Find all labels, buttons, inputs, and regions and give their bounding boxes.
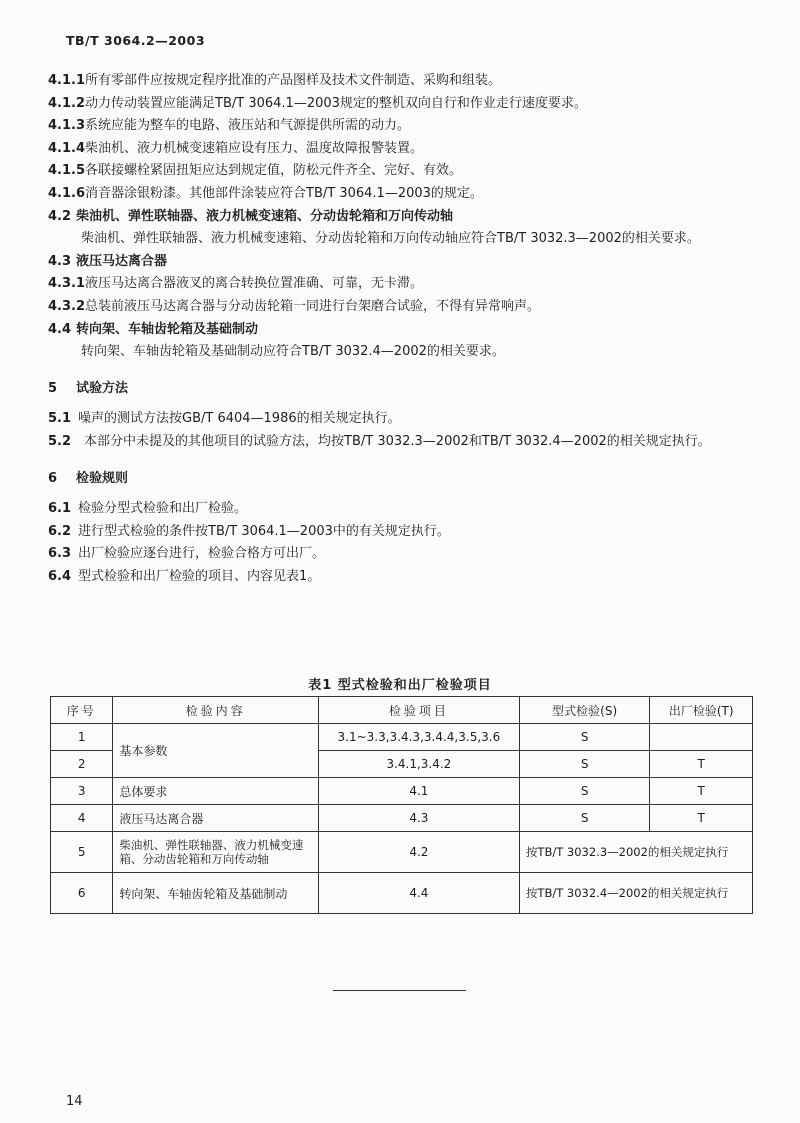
cell-type-test: S [519,724,649,751]
clause-number: 6.3 [48,546,72,562]
clause-number: 6.1 [48,501,72,517]
clause-4-1-3 [48,115,754,138]
col-header-exw-test: 出厂检验(T) [650,697,753,724]
section-4-4-heading [48,319,754,342]
cell-item: 液压马达离合器 [113,805,318,832]
clause-6-2 [48,521,754,544]
table-row [51,873,753,914]
table-row [51,724,753,751]
cell-seq: 2 [51,751,113,778]
cell-item: 基本参数 [113,724,318,778]
clause-4-1-4 [48,138,754,161]
cell-exw-test: T [650,805,753,832]
section-title: 液压马达离合器 [76,253,168,269]
clause-number: 5.1 [48,411,72,427]
cell-clause: 4.4 [318,873,519,914]
clause-text: 进行型式检验的条件按TB/T 3064.1—2003中的有关规定执行。 [78,523,450,539]
clause-text: 噪声的测试方法按GB/T 6404—1986的相关规定执行。 [78,411,401,427]
clause-text: 本部分中未提及的其他项目的试验方法，均按TB/T 3032.3—2002和TB/T 3032.4—2002的相关规定执行。 [84,433,711,449]
cell-item: 柴油机、弹性联轴器、液力机械变速箱、分动齿轮箱和万向传动轴 [113,832,318,873]
section-title: 柴油机、弹性联轴器、液力机械变速箱、分动齿轮箱和万向传动轴 [76,208,454,224]
clause-number: 4.1.5 [48,163,86,179]
section-4-2-body: 柴油机、弹性联轴器、液力机械变速箱、分动齿轮箱和万向传动轴应符合TB/T 3032.3—2002的相关要求。 [81,231,700,247]
clause-text: 消音器涂银粉漆。其他部件涂装应符合TB/T 3064.1—2003的规定。 [85,185,483,201]
clause-number: 5.2 [48,433,72,449]
table-row [51,832,753,873]
page-number: 14 [66,1094,83,1109]
clause-text: 液压马达离合器液叉的离合转换位置准确、可靠，无卡滞。 [85,276,424,292]
clause-number: 6.4 [48,568,72,584]
clause-text: 总装前液压马达离合器与分动齿轮箱一同进行台架磨合试验，不得有异常响声。 [85,298,541,314]
section-number: 4.3 [48,253,72,269]
cell-seq: 4 [51,805,113,832]
section-number: 4.4 [48,321,72,337]
cell-type-test: S [519,778,649,805]
clause-text: 出厂检验应逐台进行，检验合格方可出厂。 [78,546,326,562]
cell-clause: 3.1~3.3,3.4.3,3.4.4,3.5,3.6 [318,724,519,751]
section-title: 检验规则 [76,470,129,486]
col-header-clause: 检验项目 [318,697,519,724]
clause-text: 型式检验和出厂检验的项目、内容见表1。 [78,568,321,584]
clause-number: 4.1.3 [48,118,86,134]
cell-type-test: 按TB/T 3032.3—2002的相关规定执行 [519,832,752,873]
section-6-heading [48,468,754,491]
section-number: 4.2 [48,208,72,224]
clause-4-1-2 [48,93,754,116]
clause-4-1-1 [48,70,754,93]
clause-number: 6.2 [48,523,72,539]
cell-clause: 4.3 [318,805,519,832]
section-4-4-body: 转向架、车轴齿轮箱及基础制动应符合TB/T 3032.4—2002的相关要求。 [81,344,505,360]
cell-item: 转向架、车轴齿轮箱及基础制动 [113,873,318,914]
cell-seq: 1 [51,724,113,751]
table-row [51,805,753,832]
section-5-heading [48,378,754,401]
clause-text: 所有零部件应按规定程序批准的产品图样及技术文件制造、采购和组装。 [85,73,502,88]
section-number: 6 [48,470,58,486]
section-number: 5 [48,380,58,396]
section-title: 试验方法 [76,380,129,396]
clause-number: 4.1.4 [48,140,86,156]
col-header-type-test: 型式检验(S) [519,697,649,724]
cell-type-test: S [519,751,649,778]
cell-clause: 4.1 [318,778,519,805]
cell-exw-test: T [650,751,753,778]
section-4-3-heading [48,251,754,274]
cell-seq: 6 [51,873,113,914]
clause-text: 柴油机、液力机械变速箱应设有压力、温度故障报警装置。 [85,140,424,156]
clause-6-4 [48,566,754,589]
cell-type-test: 按TB/T 3032.4—2002的相关规定执行 [519,873,752,914]
col-header-content: 检验内容 [113,697,318,724]
col-header-seq: 序号 [51,697,113,724]
clause-4-3-2 [48,296,754,319]
section-title: 转向架、车轴齿轮箱及基础制动 [76,321,259,337]
clause-5-2 [48,431,754,454]
clause-number: 4.1.1 [48,73,86,88]
cell-clause: 4.2 [318,832,519,873]
table-caption: 表1 型式检验和出厂检验项目 [308,678,492,693]
cell-clause: 3.4.1,3.4.2 [318,751,519,778]
section-4-2-heading [48,206,754,229]
clause-text: 检验分型式检验和出厂检验。 [78,501,248,517]
running-header: TB/T 3064.2—2003 [66,33,206,48]
body-text [48,70,754,588]
cell-exw-test: T [650,778,753,805]
clause-text: 动力传动装置应能满足TB/T 3064.1—2003规定的整机双向自行和作业走行速度要求。 [85,95,587,111]
cell-seq: 5 [51,832,113,873]
clause-number: 4.1.6 [48,185,86,201]
end-rule [333,990,466,991]
clause-text: 各联接螺栓紧固扭矩应达到规定值，防松元件齐全、完好、有效。 [85,163,463,179]
cell-type-test: S [519,805,649,832]
cell-exw-test [650,724,753,751]
clause-number: 4.3.2 [48,298,86,314]
inspection-table [50,696,753,914]
clause-number: 4.1.2 [48,95,86,111]
clause-6-1 [48,498,754,521]
table-row [51,778,753,805]
clause-number: 4.3.1 [48,276,86,292]
clause-4-1-6 [48,183,754,206]
clause-4-3-1 [48,273,754,296]
cell-seq: 3 [51,778,113,805]
clause-5-1 [48,408,754,431]
cell-item: 总体要求 [113,778,318,805]
clause-text: 系统应能为整车的电路、液压站和气源提供所需的动力。 [85,118,411,134]
clause-6-3 [48,543,754,566]
table-header-row [51,697,753,724]
clause-4-1-5 [48,160,754,183]
